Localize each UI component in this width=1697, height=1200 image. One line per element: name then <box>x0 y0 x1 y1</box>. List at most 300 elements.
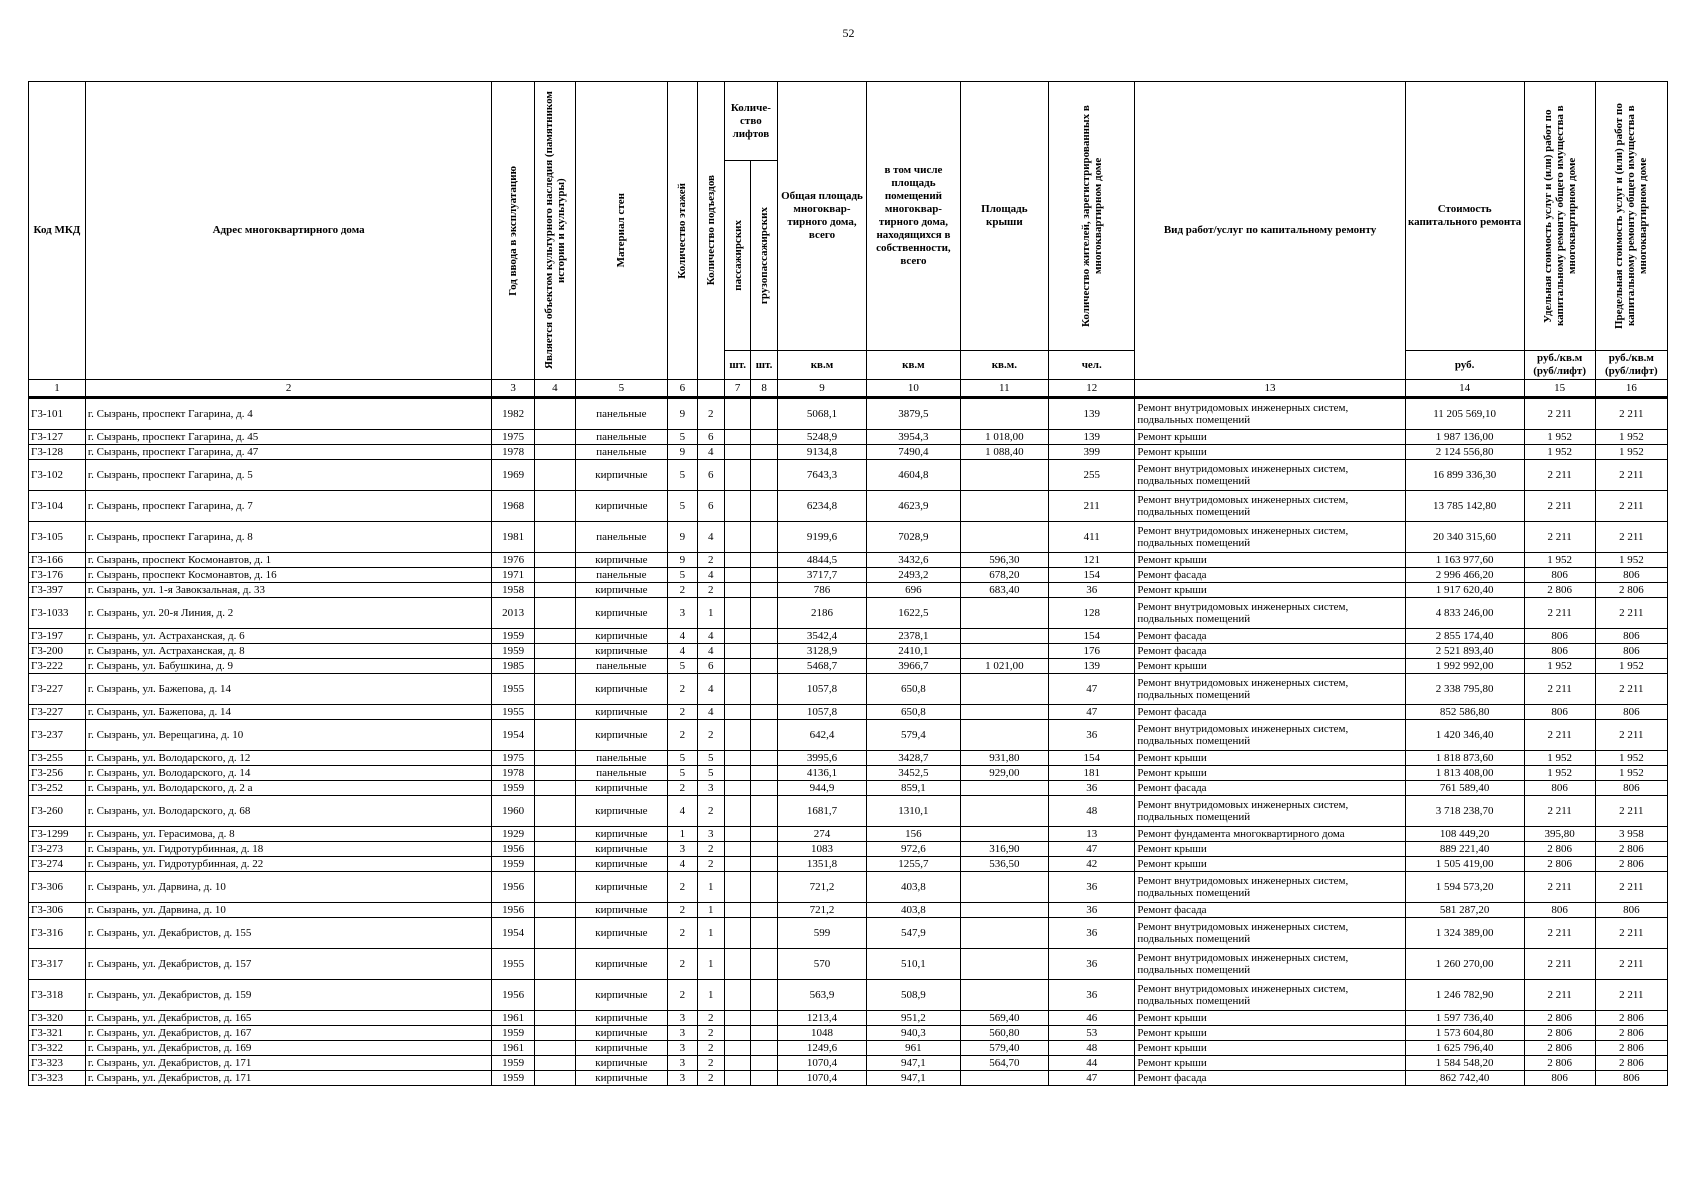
cell-roof-area <box>960 796 1048 827</box>
cell-heritage <box>535 522 576 553</box>
cell-cost: 852 586,80 <box>1405 705 1524 720</box>
cell-wall: кирпичные <box>575 553 667 568</box>
cell-owned-area: 3432,6 <box>867 553 960 568</box>
cell-owned-area: 696 <box>867 583 960 598</box>
cell-heritage <box>535 598 576 629</box>
cell-roof-area <box>960 460 1048 491</box>
cell-code: Г3-127 <box>29 430 86 445</box>
cell-year: 1954 <box>492 918 535 949</box>
cell-work: Ремонт крыши <box>1135 430 1405 445</box>
cell-owned-area: 4604,8 <box>867 460 960 491</box>
table-row <box>29 659 1668 674</box>
cell-code: Г3-397 <box>29 583 86 598</box>
cell-year: 1969 <box>492 460 535 491</box>
cell-work: Ремонт фасада <box>1135 705 1405 720</box>
cell-lifts-pass <box>724 903 750 918</box>
cell-address: г. Сызрань, ул. Володарского, д. 12 <box>85 751 491 766</box>
cell-floors: 5 <box>668 659 697 674</box>
cell-lifts-pass <box>724 857 750 872</box>
cell-entrances: 4 <box>697 629 724 644</box>
cell-total-area: 1351,8 <box>777 857 866 872</box>
cell-lifts-pass <box>724 629 750 644</box>
cell-lifts-cargo <box>751 629 777 644</box>
cell-work: Ремонт крыши <box>1135 445 1405 460</box>
column-number: 3 <box>492 380 535 398</box>
cell-cost: 2 124 556,80 <box>1405 445 1524 460</box>
header-address: Адрес многоквартирного дома <box>85 82 491 380</box>
cell-code: Г3-317 <box>29 949 86 980</box>
cell-entrances: 1 <box>697 949 724 980</box>
cell-lifts-pass <box>724 827 750 842</box>
cell-max-cost: 2 211 <box>1595 720 1667 751</box>
cell-unit-cost: 2 211 <box>1524 491 1595 522</box>
cell-total-area: 1048 <box>777 1026 866 1041</box>
cell-lifts-pass <box>724 842 750 857</box>
cell-total-area: 4844,5 <box>777 553 866 568</box>
cell-lifts-pass <box>724 949 750 980</box>
cell-residents: 399 <box>1049 445 1135 460</box>
cell-unit-cost: 806 <box>1524 568 1595 583</box>
cell-floors: 3 <box>668 1011 697 1026</box>
cell-cost: 1 992 992,00 <box>1405 659 1524 674</box>
cell-roof-area: 596,30 <box>960 553 1048 568</box>
cell-floors: 4 <box>668 857 697 872</box>
table-row <box>29 949 1668 980</box>
cell-entrances: 2 <box>697 1056 724 1071</box>
cell-owned-area: 1622,5 <box>867 598 960 629</box>
cell-code: Г3-321 <box>29 1026 86 1041</box>
cell-work: Ремонт внутридомовых инженерных систем, подвальных помещений <box>1135 796 1405 827</box>
cell-wall: кирпичные <box>575 949 667 980</box>
cell-cost: 1 625 796,40 <box>1405 1041 1524 1056</box>
cell-wall: кирпичные <box>575 827 667 842</box>
cell-total-area: 3717,7 <box>777 568 866 583</box>
cell-lifts-cargo <box>751 659 777 674</box>
cell-floors: 2 <box>668 903 697 918</box>
cell-cost: 1 324 389,00 <box>1405 918 1524 949</box>
header-floors-text: Количество этажей <box>676 182 689 279</box>
cell-cost: 889 221,40 <box>1405 842 1524 857</box>
cell-unit-cost: 2 211 <box>1524 949 1595 980</box>
table-row <box>29 857 1668 872</box>
cell-work: Ремонт крыши <box>1135 1056 1405 1071</box>
unit-owned-area: кв.м <box>867 351 960 380</box>
cell-lifts-cargo <box>751 398 777 430</box>
cell-wall: кирпичные <box>575 1041 667 1056</box>
cell-wall: кирпичные <box>575 1056 667 1071</box>
cell-year: 1959 <box>492 781 535 796</box>
cell-lifts-cargo <box>751 1071 777 1086</box>
cell-wall: кирпичные <box>575 842 667 857</box>
table-row <box>29 598 1668 629</box>
cell-max-cost: 806 <box>1595 781 1667 796</box>
cell-cost: 20 340 315,60 <box>1405 522 1524 553</box>
capital-repair-table <box>28 81 1668 1086</box>
table-row <box>29 460 1668 491</box>
header-entrances <box>697 82 724 380</box>
table-row <box>29 751 1668 766</box>
cell-unit-cost: 2 211 <box>1524 980 1595 1011</box>
header-cost: Стоимость капитального ремонта <box>1405 82 1524 351</box>
cell-code: Г3-323 <box>29 1056 86 1071</box>
cell-entrances: 5 <box>697 766 724 781</box>
cell-year: 1955 <box>492 674 535 705</box>
cell-roof-area: 564,70 <box>960 1056 1048 1071</box>
table-row <box>29 522 1668 553</box>
cell-roof-area: 569,40 <box>960 1011 1048 1026</box>
table-row <box>29 644 1668 659</box>
unit-roof-area: кв.м. <box>960 351 1048 380</box>
cell-floors: 5 <box>668 460 697 491</box>
cell-max-cost: 2 806 <box>1595 857 1667 872</box>
table-row <box>29 629 1668 644</box>
cell-owned-area: 972,6 <box>867 842 960 857</box>
cell-entrances: 2 <box>697 1011 724 1026</box>
cell-wall: кирпичные <box>575 460 667 491</box>
cell-address: г. Сызрань, проспект Гагарина, д. 4 <box>85 398 491 430</box>
unit-max-cost: руб./кв.м (руб/лифт) <box>1595 351 1667 380</box>
cell-roof-area: 1 021,00 <box>960 659 1048 674</box>
cell-residents: 36 <box>1049 980 1135 1011</box>
cell-lifts-cargo <box>751 460 777 491</box>
cell-floors: 2 <box>668 872 697 903</box>
column-number: 11 <box>960 380 1048 398</box>
cell-year: 1985 <box>492 659 535 674</box>
cell-address: г. Сызрань, ул. Бажепова, д. 14 <box>85 674 491 705</box>
cell-max-cost: 1 952 <box>1595 553 1667 568</box>
cell-roof-area: 316,90 <box>960 842 1048 857</box>
cell-residents: 139 <box>1049 430 1135 445</box>
cell-owned-area: 961 <box>867 1041 960 1056</box>
cell-address: г. Сызрань, проспект Гагарина, д. 45 <box>85 430 491 445</box>
cell-unit-cost: 2 211 <box>1524 398 1595 430</box>
table-row <box>29 720 1668 751</box>
cell-work: Ремонт крыши <box>1135 766 1405 781</box>
header-unit-cost <box>1524 82 1595 351</box>
cell-address: г. Сызрань, ул. Володарского, д. 68 <box>85 796 491 827</box>
cell-wall: кирпичные <box>575 674 667 705</box>
cell-heritage <box>535 1011 576 1026</box>
cell-floors: 2 <box>668 918 697 949</box>
cell-max-cost: 2 211 <box>1595 674 1667 705</box>
cell-address: г. Сызрань, ул. Декабристов, д. 171 <box>85 1056 491 1071</box>
cell-wall: кирпичные <box>575 980 667 1011</box>
cell-heritage <box>535 918 576 949</box>
cell-heritage <box>535 1041 576 1056</box>
cell-entrances: 6 <box>697 430 724 445</box>
cell-max-cost: 2 806 <box>1595 583 1667 598</box>
cell-address: г. Сызрань, ул. Верещагина, д. 10 <box>85 720 491 751</box>
header-year-text: Год ввода в эксплуатацию <box>507 165 520 296</box>
unit-total-area: кв.м <box>777 351 866 380</box>
cell-heritage <box>535 460 576 491</box>
cell-owned-area: 3966,7 <box>867 659 960 674</box>
cell-year: 1975 <box>492 751 535 766</box>
cell-unit-cost: 2 806 <box>1524 842 1595 857</box>
cell-heritage <box>535 430 576 445</box>
cell-wall: панельные <box>575 659 667 674</box>
cell-total-area: 944,9 <box>777 781 866 796</box>
cell-heritage <box>535 568 576 583</box>
cell-wall: кирпичные <box>575 491 667 522</box>
cell-lifts-pass <box>724 918 750 949</box>
cell-residents: 211 <box>1049 491 1135 522</box>
cell-work: Ремонт внутридомовых инженерных систем, подвальных помещений <box>1135 872 1405 903</box>
cell-lifts-pass <box>724 872 750 903</box>
cell-entrances: 2 <box>697 857 724 872</box>
cell-entrances: 1 <box>697 918 724 949</box>
cell-cost: 1 260 270,00 <box>1405 949 1524 980</box>
cell-entrances: 4 <box>697 522 724 553</box>
table-row <box>29 796 1668 827</box>
cell-total-area: 2186 <box>777 598 866 629</box>
cell-lifts-cargo <box>751 872 777 903</box>
column-number: 12 <box>1049 380 1135 398</box>
cell-owned-area: 859,1 <box>867 781 960 796</box>
cell-cost: 761 589,40 <box>1405 781 1524 796</box>
cell-lifts-cargo <box>751 553 777 568</box>
cell-code: Г3-222 <box>29 659 86 674</box>
cell-max-cost: 1 952 <box>1595 445 1667 460</box>
cell-heritage <box>535 629 576 644</box>
cell-total-area: 1070,4 <box>777 1071 866 1086</box>
cell-cost: 1 987 136,00 <box>1405 430 1524 445</box>
cell-year: 1960 <box>492 796 535 827</box>
unit-residents: чел. <box>1049 351 1135 380</box>
table-row <box>29 1041 1668 1056</box>
cell-max-cost: 806 <box>1595 1071 1667 1086</box>
cell-code: Г3-316 <box>29 918 86 949</box>
column-number-row <box>29 380 1668 398</box>
cell-roof-area <box>960 918 1048 949</box>
header-wall <box>575 82 667 380</box>
cell-heritage <box>535 720 576 751</box>
cell-unit-cost: 2 806 <box>1524 1026 1595 1041</box>
cell-year: 1959 <box>492 644 535 659</box>
column-number: 2 <box>85 380 491 398</box>
cell-work: Ремонт крыши <box>1135 1011 1405 1026</box>
cell-max-cost: 1 952 <box>1595 430 1667 445</box>
cell-owned-area: 2493,2 <box>867 568 960 583</box>
cell-address: г. Сызрань, ул. Декабристов, д. 159 <box>85 980 491 1011</box>
cell-wall: панельные <box>575 522 667 553</box>
cell-residents: 36 <box>1049 583 1135 598</box>
cell-heritage <box>535 949 576 980</box>
unit-cost: руб. <box>1405 351 1524 380</box>
cell-floors: 2 <box>668 781 697 796</box>
table-row <box>29 1026 1668 1041</box>
cell-max-cost: 2 211 <box>1595 460 1667 491</box>
cell-heritage <box>535 857 576 872</box>
cell-lifts-pass <box>724 553 750 568</box>
cell-floors: 1 <box>668 827 697 842</box>
cell-entrances: 2 <box>697 583 724 598</box>
table-row <box>29 705 1668 720</box>
cell-address: г. Сызрань, ул. Дарвина, д. 10 <box>85 903 491 918</box>
cell-unit-cost: 2 211 <box>1524 522 1595 553</box>
cell-max-cost: 2 211 <box>1595 872 1667 903</box>
cell-code: Г3-306 <box>29 872 86 903</box>
cell-total-area: 563,9 <box>777 980 866 1011</box>
cell-work: Ремонт фасада <box>1135 1071 1405 1086</box>
cell-year: 1961 <box>492 1041 535 1056</box>
cell-unit-cost: 806 <box>1524 781 1595 796</box>
cell-residents: 44 <box>1049 1056 1135 1071</box>
cell-heritage <box>535 980 576 1011</box>
cell-heritage <box>535 553 576 568</box>
header-heritage <box>535 82 576 380</box>
cell-floors: 3 <box>668 1026 697 1041</box>
cell-lifts-cargo <box>751 1041 777 1056</box>
column-number: 4 <box>535 380 576 398</box>
table-row <box>29 445 1668 460</box>
cell-residents: 47 <box>1049 1071 1135 1086</box>
cell-lifts-cargo <box>751 445 777 460</box>
cell-cost: 1 505 419,00 <box>1405 857 1524 872</box>
cell-lifts-cargo <box>751 1056 777 1071</box>
cell-total-area: 9134,8 <box>777 445 866 460</box>
cell-roof-area <box>960 827 1048 842</box>
cell-lifts-cargo <box>751 918 777 949</box>
cell-year: 1959 <box>492 857 535 872</box>
cell-max-cost: 806 <box>1595 705 1667 720</box>
cell-heritage <box>535 903 576 918</box>
cell-lifts-cargo <box>751 705 777 720</box>
cell-work: Ремонт фасада <box>1135 629 1405 644</box>
unit-unit-cost: руб./кв.м (руб/лифт) <box>1524 351 1595 380</box>
header-heritage-text: Является объектом культурного наследия (памятником истории и культуры) <box>542 91 567 370</box>
cell-unit-cost: 2 211 <box>1524 674 1595 705</box>
cell-roof-area <box>960 980 1048 1011</box>
cell-year: 1956 <box>492 872 535 903</box>
cell-max-cost: 2 806 <box>1595 1041 1667 1056</box>
table-row <box>29 568 1668 583</box>
cell-residents: 13 <box>1049 827 1135 842</box>
cell-work: Ремонт внутридомовых инженерных систем, подвальных помещений <box>1135 980 1405 1011</box>
cell-entrances: 6 <box>697 460 724 491</box>
header-work: Вид работ/услуг по капитальному ремонту <box>1135 82 1405 380</box>
cell-wall: кирпичные <box>575 903 667 918</box>
cell-total-area: 1213,4 <box>777 1011 866 1026</box>
cell-heritage <box>535 1026 576 1041</box>
cell-max-cost: 2 211 <box>1595 522 1667 553</box>
cell-floors: 3 <box>668 598 697 629</box>
cell-address: г. Сызрань, ул. 20-я Линия, д. 2 <box>85 598 491 629</box>
table-row <box>29 1011 1668 1026</box>
cell-floors: 4 <box>668 629 697 644</box>
cell-lifts-pass <box>724 568 750 583</box>
table-row <box>29 491 1668 522</box>
cell-residents: 36 <box>1049 872 1135 903</box>
header-owned-area: в том числе площадь помещений многоквар-тирного дома, находящихся в собственности, всего <box>867 82 960 351</box>
cell-roof-area <box>960 522 1048 553</box>
cell-year: 1956 <box>492 903 535 918</box>
cell-max-cost: 2 806 <box>1595 1056 1667 1071</box>
column-number: 1 <box>29 380 86 398</box>
cell-total-area: 5468,7 <box>777 659 866 674</box>
cell-floors: 2 <box>668 674 697 705</box>
cell-max-cost: 2 211 <box>1595 918 1667 949</box>
cell-work: Ремонт фасада <box>1135 781 1405 796</box>
cell-lifts-pass <box>724 796 750 827</box>
cell-residents: 47 <box>1049 842 1135 857</box>
cell-year: 1968 <box>492 491 535 522</box>
cell-residents: 36 <box>1049 918 1135 949</box>
cell-max-cost: 2 211 <box>1595 980 1667 1011</box>
cell-total-area: 1057,8 <box>777 674 866 705</box>
table-row <box>29 872 1668 903</box>
cell-total-area: 786 <box>777 583 866 598</box>
cell-entrances: 2 <box>697 1041 724 1056</box>
cell-residents: 36 <box>1049 720 1135 751</box>
cell-code: Г3-166 <box>29 553 86 568</box>
cell-year: 1982 <box>492 398 535 430</box>
cell-work: Ремонт крыши <box>1135 1041 1405 1056</box>
cell-cost: 1 573 604,80 <box>1405 1026 1524 1041</box>
cell-roof-area: 931,80 <box>960 751 1048 766</box>
cell-work: Ремонт внутридомовых инженерных систем, подвальных помещений <box>1135 460 1405 491</box>
cell-unit-cost: 2 806 <box>1524 1011 1595 1026</box>
cell-year: 2013 <box>492 598 535 629</box>
cell-work: Ремонт внутридомовых инженерных систем, подвальных помещений <box>1135 398 1405 430</box>
cell-code: Г3-227 <box>29 705 86 720</box>
cell-floors: 3 <box>668 1041 697 1056</box>
cell-owned-area: 650,8 <box>867 705 960 720</box>
header-year <box>492 82 535 380</box>
cell-heritage <box>535 751 576 766</box>
cell-work: Ремонт крыши <box>1135 1026 1405 1041</box>
cell-total-area: 642,4 <box>777 720 866 751</box>
cell-wall: кирпичные <box>575 918 667 949</box>
cell-owned-area: 2378,1 <box>867 629 960 644</box>
cell-address: г. Сызрань, ул. Декабристов, д. 165 <box>85 1011 491 1026</box>
cell-address: г. Сызрань, ул. Бабушкина, д. 9 <box>85 659 491 674</box>
cell-code: Г3-128 <box>29 445 86 460</box>
cell-address: г. Сызрань, проспект Гагарина, д. 5 <box>85 460 491 491</box>
cell-unit-cost: 1 952 <box>1524 766 1595 781</box>
cell-lifts-cargo <box>751 796 777 827</box>
cell-wall: кирпичные <box>575 1026 667 1041</box>
cell-roof-area <box>960 781 1048 796</box>
table-row <box>29 398 1668 430</box>
cell-cost: 11 205 569,10 <box>1405 398 1524 430</box>
cell-entrances: 5 <box>697 751 724 766</box>
cell-code: Г3-105 <box>29 522 86 553</box>
cell-residents: 47 <box>1049 705 1135 720</box>
cell-unit-cost: 1 952 <box>1524 751 1595 766</box>
cell-roof-area <box>960 903 1048 918</box>
table-row <box>29 553 1668 568</box>
cell-heritage <box>535 705 576 720</box>
cell-floors: 5 <box>668 430 697 445</box>
cell-floors: 2 <box>668 980 697 1011</box>
column-number: 13 <box>1135 380 1405 398</box>
cell-code: Г3-274 <box>29 857 86 872</box>
cell-wall: панельные <box>575 568 667 583</box>
cell-total-area: 5068,1 <box>777 398 866 430</box>
cell-year: 1981 <box>492 522 535 553</box>
header-floors <box>668 82 697 380</box>
cell-year: 1971 <box>492 568 535 583</box>
cell-owned-area: 650,8 <box>867 674 960 705</box>
cell-lifts-pass <box>724 1041 750 1056</box>
cell-lifts-cargo <box>751 980 777 1011</box>
cell-roof-area: 536,50 <box>960 857 1048 872</box>
cell-address: г. Сызрань, ул. Декабристов, д. 171 <box>85 1071 491 1086</box>
cell-owned-area: 3452,5 <box>867 766 960 781</box>
cell-total-area: 4136,1 <box>777 766 866 781</box>
column-number: 10 <box>867 380 960 398</box>
